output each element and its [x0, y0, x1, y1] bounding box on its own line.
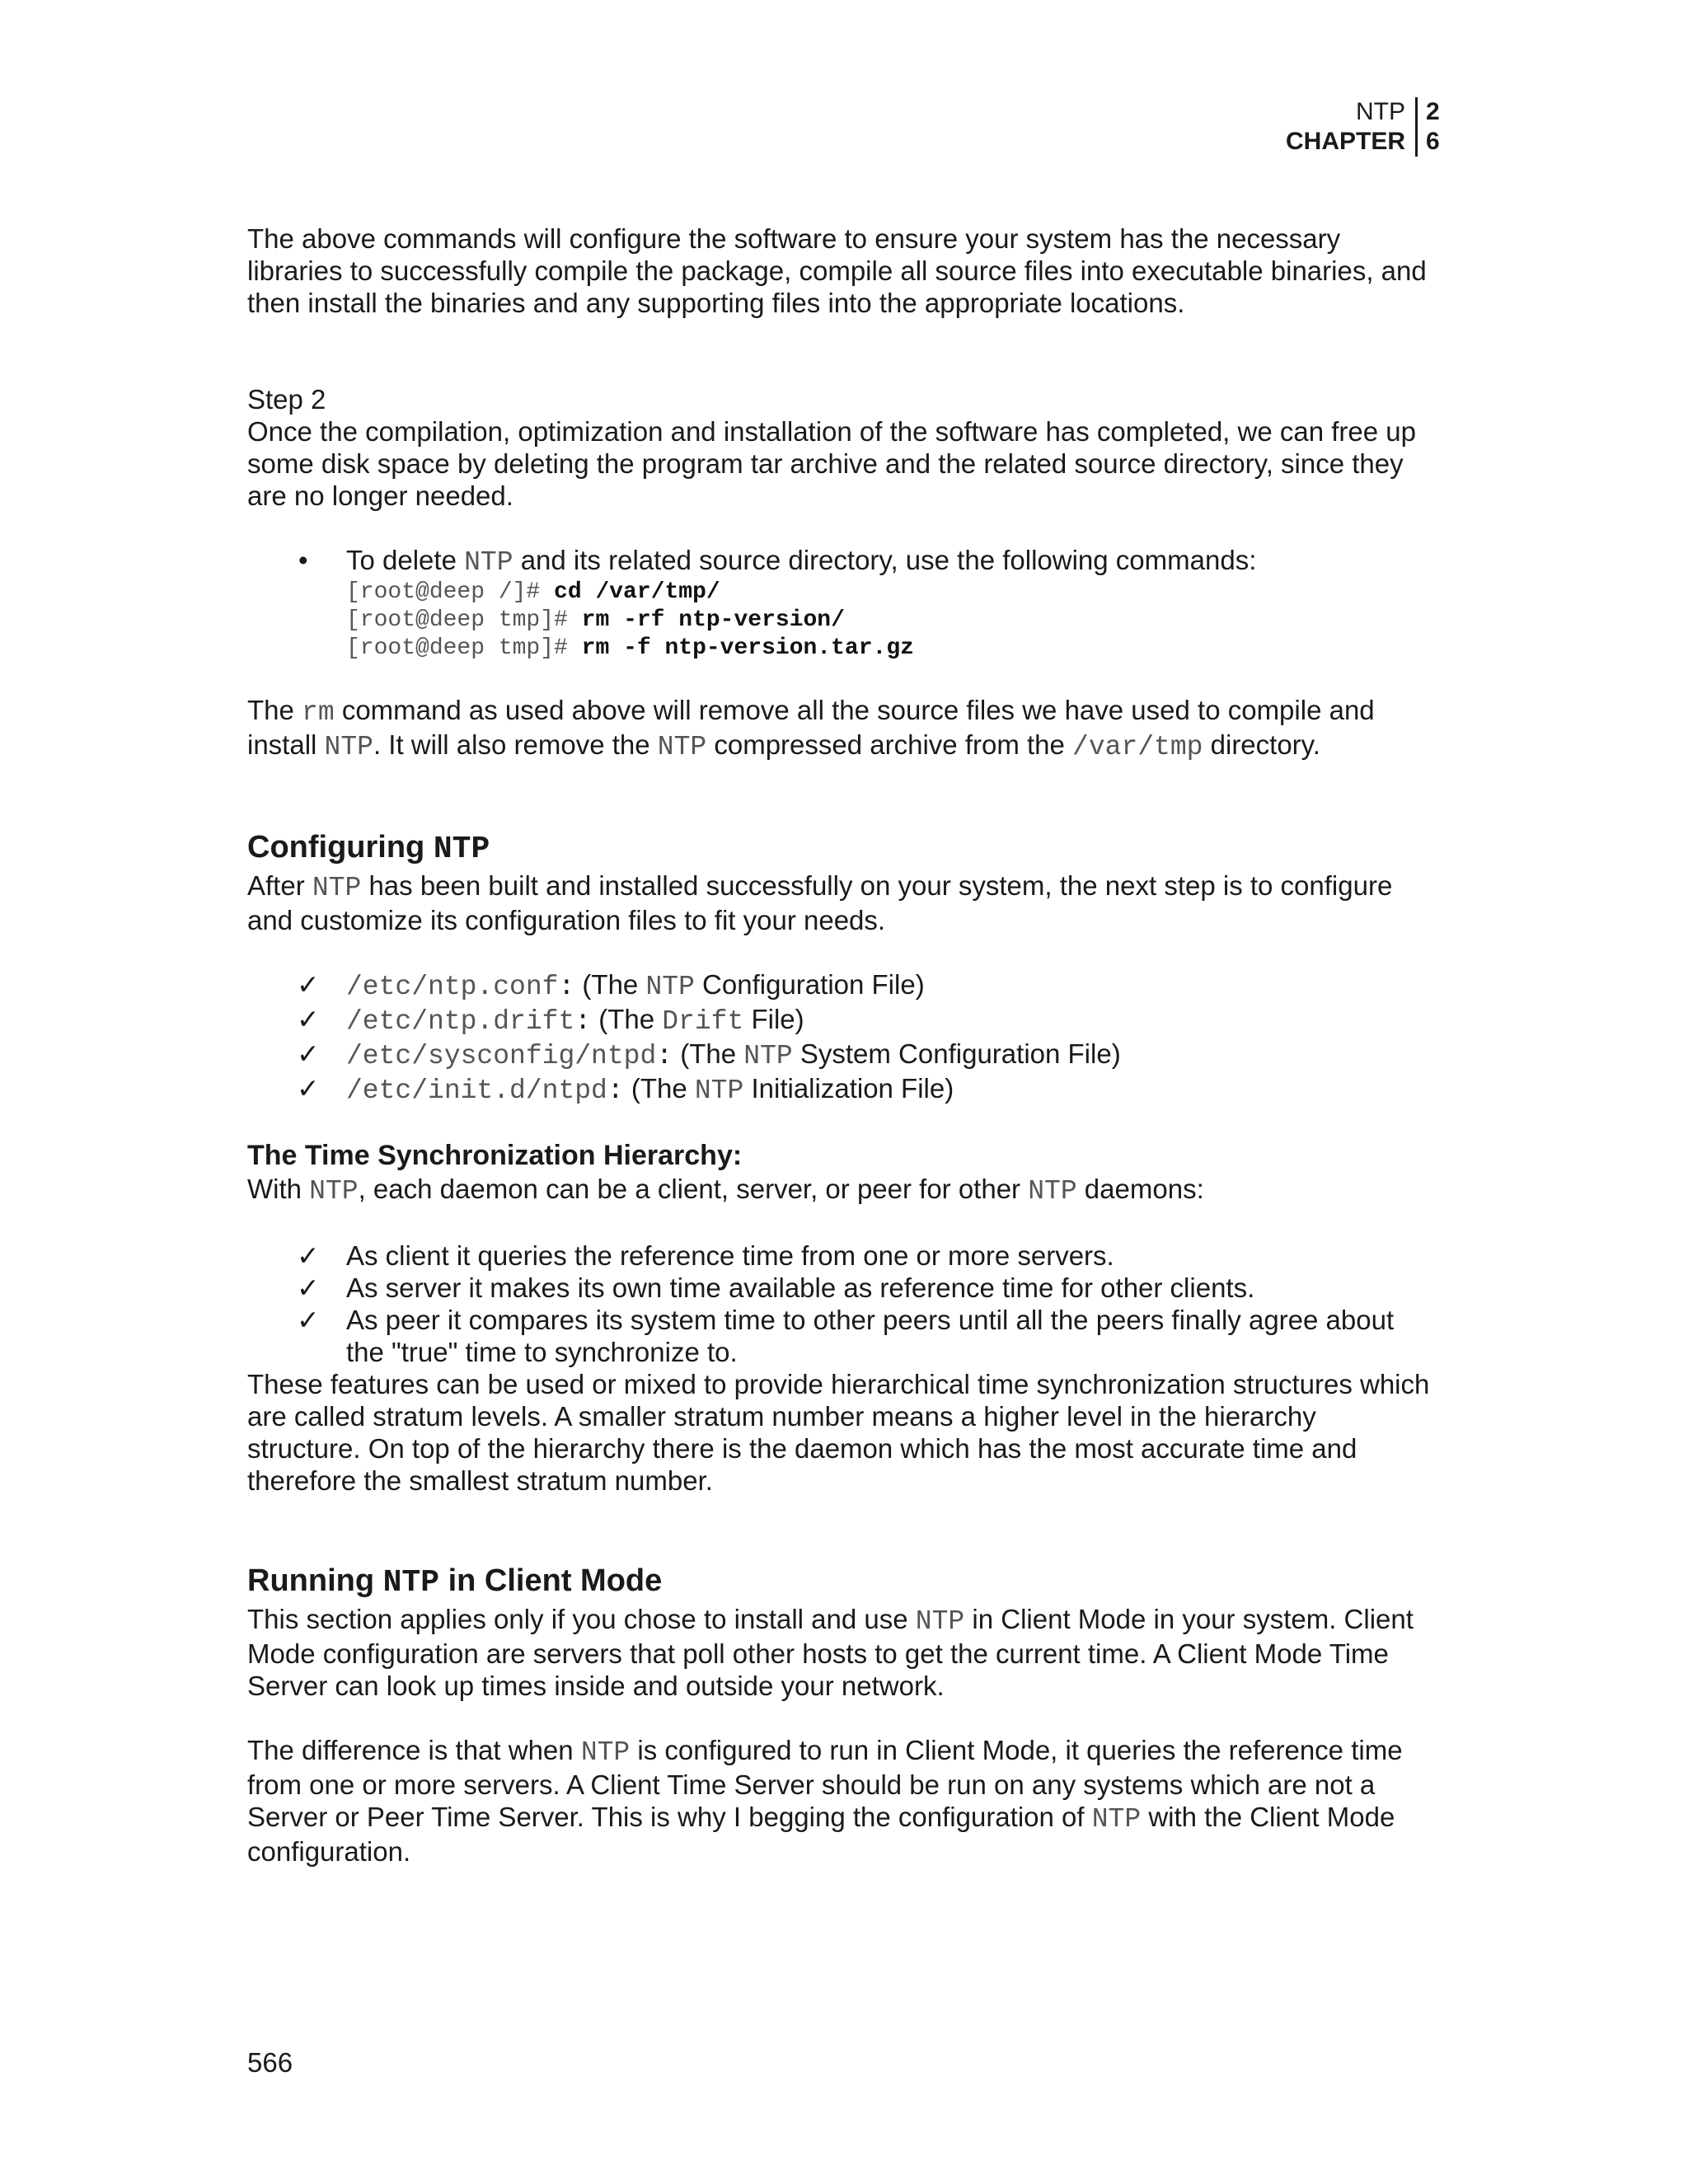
list-item: [247, 1240, 1434, 1272]
heading-text: Configuring: [247, 830, 434, 865]
code-block: [247, 579, 1434, 663]
chapter-digit-1: 2: [1426, 98, 1440, 125]
features-paragraph: These features can be used or mixed to provide hierarchical time synchronization structures which are called stratum levels. A smaller stratum number means a higher level in the hierarchy structure. On top of the hierarchy there is the daemon which has the most accurate time and therefore the smallest stratum number.: [247, 1369, 1430, 1496]
file-path: /etc/ntp.conf: [346, 972, 559, 1002]
code-line: [346, 579, 1434, 607]
text-run: daemons:: [1076, 1174, 1204, 1204]
header-chapter-label: CHAPTER: [1285, 128, 1405, 155]
hierarchy-paragraph: [247, 1173, 1434, 1207]
list-item: [247, 1038, 1434, 1072]
text-run: with the Client Mode configuration.: [247, 1802, 1395, 1867]
client-mode-section: [247, 1561, 1434, 1868]
hierarchy-heading: The Time Synchronization Hierarchy:: [247, 1140, 743, 1171]
hierarchy-section: [247, 1138, 1434, 1497]
configuring-heading: [247, 827, 1434, 869]
file-path: /etc/ntp.drift: [346, 1006, 575, 1037]
checkmark-icon: ✓: [297, 1073, 320, 1104]
text-run: File): [743, 1004, 804, 1034]
text-run: has been built and installed successfully on your system, the next step is to configure and customize its configuration files to fit your needs.: [247, 870, 1393, 935]
inline-code: NTP: [464, 547, 513, 578]
checkmark-icon: ✓: [297, 1038, 320, 1069]
checkmark-icon: ✓: [297, 1004, 320, 1034]
shell-command: rm -rf ntp-version/: [581, 607, 845, 633]
text-run: System Configuration File): [792, 1038, 1121, 1069]
header-chapter-number: [1418, 97, 1440, 157]
intro-paragraph: The above commands will configure the software to ensure your system has the necessary libraries to successfully compile the package, compile all source files into executable binaries, and then install the binaries and any supporting files into the appropriate locations.: [247, 223, 1427, 318]
header-text: [1286, 97, 1418, 157]
text-run: Initialization File): [743, 1073, 954, 1104]
checkmark-icon: ✓: [297, 1240, 320, 1271]
text-run: and its related source directory, use the following commands:: [513, 545, 1257, 575]
code-line: [346, 635, 1434, 663]
step2-section: [247, 383, 1434, 763]
file-path: /etc/init.d/ntpd: [346, 1076, 607, 1106]
inline-code: NTP: [1091, 1804, 1142, 1835]
list-item-text: As peer it compares its system time to other peers until all the peers finally agree about the "true" time to synchronize to.: [346, 1305, 1395, 1367]
inline-code: NTP: [743, 1041, 793, 1071]
list-item: [247, 544, 1434, 579]
page-content: [247, 223, 1434, 1868]
text-run: compressed archive from the: [706, 729, 1073, 760]
text-run: This section applies only if you chose to install and use: [247, 1604, 916, 1634]
shell-prompt: [root@deep tmp]#: [346, 607, 582, 633]
inline-code: NTP: [694, 1076, 744, 1106]
client-mode-heading: [247, 1561, 1434, 1603]
step2-paragraph: Once the compilation, optimization and installation of the software has completed, we can free up some disk space by deleting the program tar archive and the related source directory, since they are no longer needed.: [247, 416, 1416, 511]
file-path: /etc/sysconfig/ntpd: [346, 1041, 657, 1071]
text-run: in Client Mode in your system. Client Mode configuration are servers that poll other hosts to get the current time. A Client Mode Time Server can look up times inside and outside your network.: [247, 1604, 1414, 1701]
configuring-paragraph: [247, 869, 1434, 936]
inline-code: NTP: [324, 732, 373, 762]
client-mode-paragraph-1: [247, 1603, 1434, 1702]
list-item-text: As client it queries the reference time from one or more servers.: [346, 1240, 1114, 1271]
checkmark-icon: ✓: [297, 1272, 320, 1303]
text-run: The difference is that when: [247, 1735, 581, 1765]
header-section: NTP: [1356, 98, 1405, 125]
shell-command: rm -f ntp-version.tar.gz: [581, 635, 914, 661]
list-item: [247, 1272, 1434, 1304]
delete-instruction-list: [247, 544, 1434, 579]
text-run: Configuration File): [694, 969, 925, 1000]
text-run: . It will also remove the: [373, 729, 658, 760]
running-header: [1285, 97, 1440, 157]
text-run: is configured to run in Client Mode, it queries the reference time from one or more servers. A Client Time Server should be run on any systems which are not a Server or Peer Time Server. This is why I begging the configuration of: [247, 1735, 1403, 1832]
text-run: :: [656, 1041, 673, 1071]
checkmark-icon: ✓: [297, 969, 320, 1000]
configuring-section: [247, 827, 1434, 1107]
inline-code: rm: [302, 697, 335, 728]
text-run: :: [558, 972, 575, 1002]
inline-code: NTP: [312, 873, 362, 903]
heading-text: Running: [247, 1563, 383, 1598]
text-run: After: [247, 870, 312, 901]
config-file-list: [247, 968, 1434, 1107]
text-run: :: [574, 1006, 592, 1037]
text-run: (The: [591, 1004, 663, 1034]
text-run: (The: [574, 969, 646, 1000]
inline-code: NTP: [309, 1176, 359, 1207]
list-item-text: As server it makes its own time available as reference time for other clients.: [346, 1272, 1255, 1303]
removal-paragraph: [247, 694, 1434, 763]
bullet-icon: •: [298, 545, 308, 575]
inline-code: NTP: [645, 972, 695, 1002]
list-item: [247, 1003, 1434, 1038]
text-run: command as used above will remove all the source files we have used to compile and install: [247, 695, 1375, 760]
list-item: [247, 1304, 1434, 1368]
text-run: To delete: [346, 545, 465, 575]
page-number: 566: [247, 2047, 293, 2078]
inline-code: NTP: [657, 732, 707, 762]
code-line: [346, 607, 1434, 635]
inline-code: NTP: [915, 1606, 965, 1637]
text-run: :: [607, 1076, 624, 1106]
text-run: , each daemon can be a client, server, or peer for other: [358, 1174, 1029, 1204]
inline-code: NTP: [580, 1737, 631, 1768]
shell-prompt: [root@deep tmp]#: [346, 635, 582, 661]
text-run: (The: [673, 1038, 744, 1069]
text-run: The: [247, 695, 302, 725]
inline-code: NTP: [1028, 1176, 1077, 1207]
list-item: [247, 1072, 1434, 1107]
shell-prompt: [root@deep /]#: [346, 579, 555, 605]
step2-title: Step 2: [247, 384, 326, 415]
checkmark-icon: ✓: [297, 1305, 320, 1335]
shell-command: cd /var/tmp/: [554, 579, 720, 605]
text-run: With: [247, 1174, 310, 1204]
client-mode-paragraph-2: [247, 1734, 1434, 1868]
text-run: directory.: [1203, 729, 1320, 760]
list-item: [247, 968, 1434, 1003]
inline-code: Drift: [662, 1006, 744, 1037]
chapter-digit-2: 6: [1426, 128, 1440, 155]
role-list: [247, 1240, 1434, 1368]
text-run: (The: [623, 1073, 695, 1104]
heading-code: NTP: [433, 832, 490, 867]
heading-code: NTP: [382, 1565, 440, 1601]
inline-code: /var/tmp: [1072, 732, 1203, 762]
heading-text: in Client Mode: [439, 1563, 663, 1598]
